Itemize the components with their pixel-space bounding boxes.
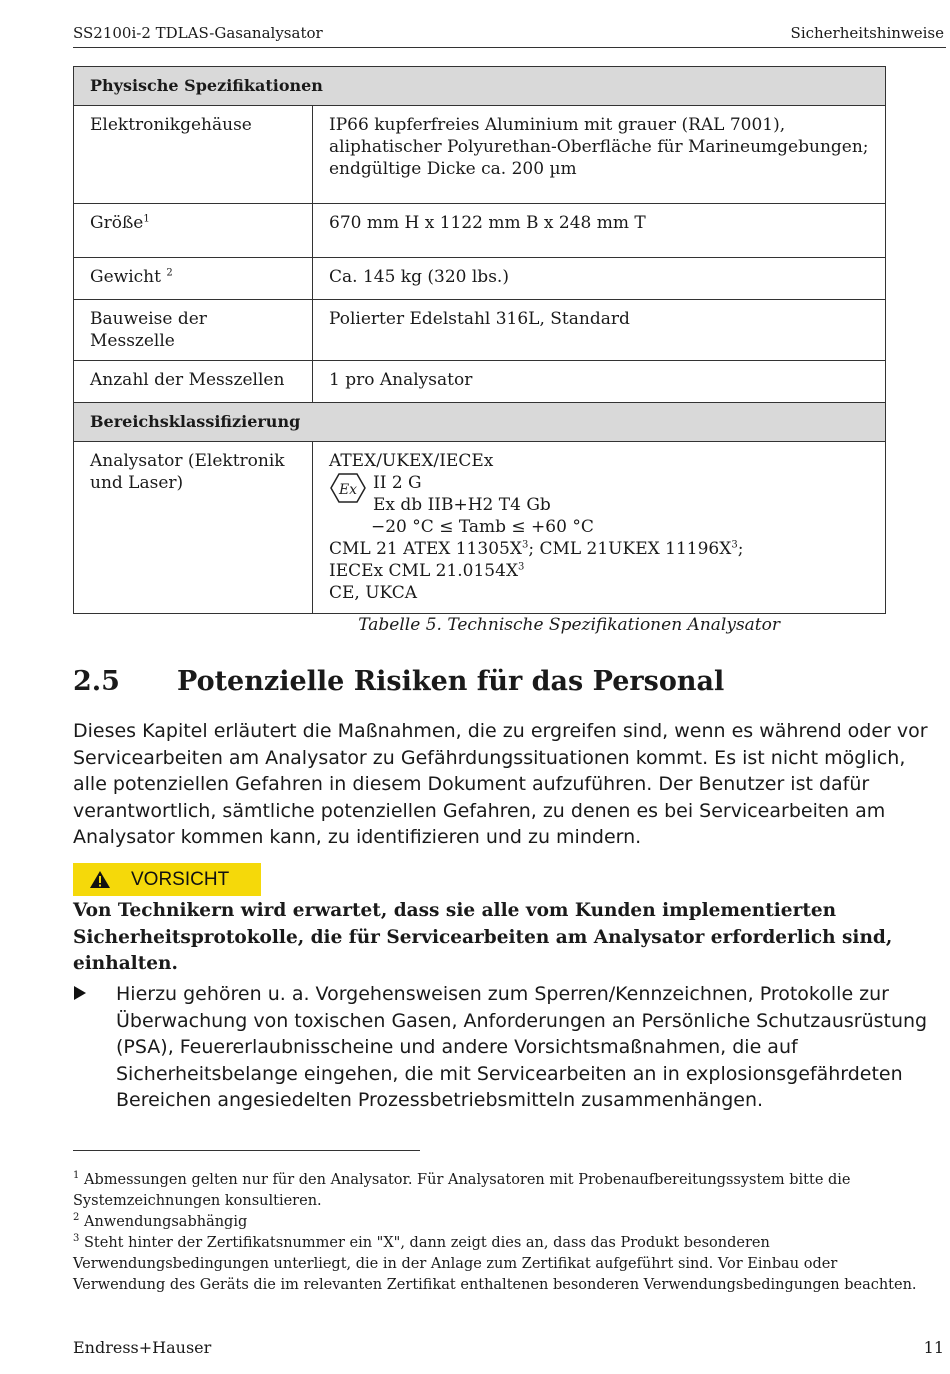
- row-label: Gewicht $^2$: [74, 258, 313, 300]
- cert-line: ATEX/UKEX/IECEx: [329, 451, 494, 471]
- caution-label: VORSICHT: [131, 868, 230, 890]
- table-row: [74, 361, 886, 403]
- row-value: [313, 442, 886, 614]
- caution-text: Von Technikern wird erwartet, dass sie alle vom Kunden implementierten Sicherheitsprotokolle, die für Servicearbeiten am Analysator erforderlich sind, einhalten.: [73, 900, 893, 974]
- section-title: Potenzielle Risiken für das Personal: [177, 666, 725, 697]
- footnote-ref: 2: [166, 267, 173, 279]
- list-item: [73, 981, 933, 1114]
- ex-symbol-text: Ex: [338, 482, 358, 498]
- row-label: Anzahl der Messzellen: [74, 361, 313, 403]
- row-value: 670 mm H x 1122 mm B x 248 mm T: [313, 204, 886, 258]
- footer-brand: Endress+Hauser: [73, 1338, 212, 1357]
- page-number: 11: [923, 1338, 944, 1357]
- cert-line: IECEx CML $21.0154X^3$: [329, 561, 525, 581]
- table-row: [74, 258, 886, 300]
- running-header-section: Sicherheitshinweise: [790, 24, 944, 42]
- table-row: [74, 442, 886, 614]
- table-row: [74, 106, 886, 204]
- running-header-title: SS2100i-2 TDLAS-Gasanalysator: [73, 24, 323, 42]
- bullet-arrow-icon: [73, 981, 116, 1114]
- row-label: Bauweise der Messzelle: [74, 300, 313, 361]
- section-heading-physical: Physische Spezifikationen: [74, 67, 886, 106]
- section-number: 2.5: [73, 666, 120, 697]
- header-divider: [73, 47, 946, 48]
- table-caption: Tabelle 5. Technische Spezifikationen Analysator: [358, 615, 780, 635]
- footnote-divider: [73, 1150, 420, 1151]
- warning-triangle-icon: [89, 870, 111, 889]
- footnote: $^2$ Anwendungsabhängig: [73, 1212, 248, 1230]
- footnotes: [73, 1170, 933, 1296]
- footnote: $^3$ Steht hinter der Zertifikatsnummer ein "X", dann zeigt dies an, dass das Produkt besonderen Verwendungsbedingungen unterliegt, die in der Anlage zum Zertifikat aufgeführt sind. Vor Einbau oder Verwendung des Geräts die im relevanten Zertifikat enthaltenen besonderen Verwendungsbedingungen beachten.: [73, 1233, 917, 1293]
- cert-line: II 2 G: [373, 473, 422, 493]
- spec-table: [73, 66, 886, 614]
- section-heading: [73, 666, 724, 697]
- row-value: 1 pro Analysator: [313, 361, 886, 403]
- table-section-row: [74, 67, 886, 106]
- footnote: $^1$ Abmessungen gelten nur für den Analysator. Für Analysatoren mit Probenaufbereitungssystem bitte die Systemzeichnungen konsultieren.: [73, 1170, 851, 1209]
- row-label: Größe$^1$: [74, 204, 313, 258]
- row-label: Elektronikgehäuse: [74, 106, 313, 204]
- intro-paragraph: Dieses Kapitel erläutert die Maßnahmen, die zu ergreifen sind, wenn es während oder vor Servicearbeiten am Analysator zu Gefährdungssituationen kommt. Es ist nicht möglich, alle potenziellen Gefahren in diesem Dokument aufzuführen. Der Benutzer ist dafür verantwortlich, sämtliche potenziellen Gefahren, zu denen es bei Servicearbeiten am Analysator kommen kann, zu identifizieren und zu mindern.: [73, 720, 928, 848]
- ex-hexagon-icon: [329, 472, 367, 504]
- table-row: [74, 204, 886, 258]
- row-value: Ca. 145 kg (320 lbs.): [313, 258, 886, 300]
- cert-line: CML 21 ATEX $11305X^3$; CML 21UKEX $11196X^3$;: [329, 539, 744, 559]
- row-value: Polierter Edelstahl 316L, Standard: [313, 300, 886, 361]
- row-value: IP66 kupferfreies Aluminium mit grauer (RAL 7001), aliphatischer Polyurethan-Oberfläche für Marineumgebungen; endgültige Dicke ca. 200 µm: [313, 106, 886, 204]
- ex-marking-block: [329, 472, 869, 516]
- bullet-text: Hierzu gehören u. a. Vorgehensweisen zum Sperren/Kennzeichnen, Protokolle zur Überwachung von toxischen Gasen, Anforderungen an Persönliche Schutzausrüstung (PSA), Feuererlaubnisscheine und andere Vorsichtsmaßnahmen, die auf Sicherheitsbelange eingehen, die mit Servicearbeiten an in explosionsgefährdeten Bereichen angesiedelten Prozessbetriebsmitteln zusammenhängen.: [116, 983, 928, 1111]
- cert-line: CE, UKCA: [329, 583, 418, 603]
- caution-banner: [73, 863, 261, 896]
- section-heading-classification: Bereichsklassifizierung: [74, 403, 886, 442]
- footnote-ref: 1: [143, 213, 150, 225]
- table-row: [74, 300, 886, 361]
- cert-line: Ex db IIB+H2 T4 Gb: [373, 495, 551, 515]
- cert-line: −20 °C ≤ Tamb ≤ +60 °C: [371, 517, 594, 537]
- table-section-row: [74, 403, 886, 442]
- row-label: Analysator (Elektronik und Laser): [74, 442, 313, 614]
